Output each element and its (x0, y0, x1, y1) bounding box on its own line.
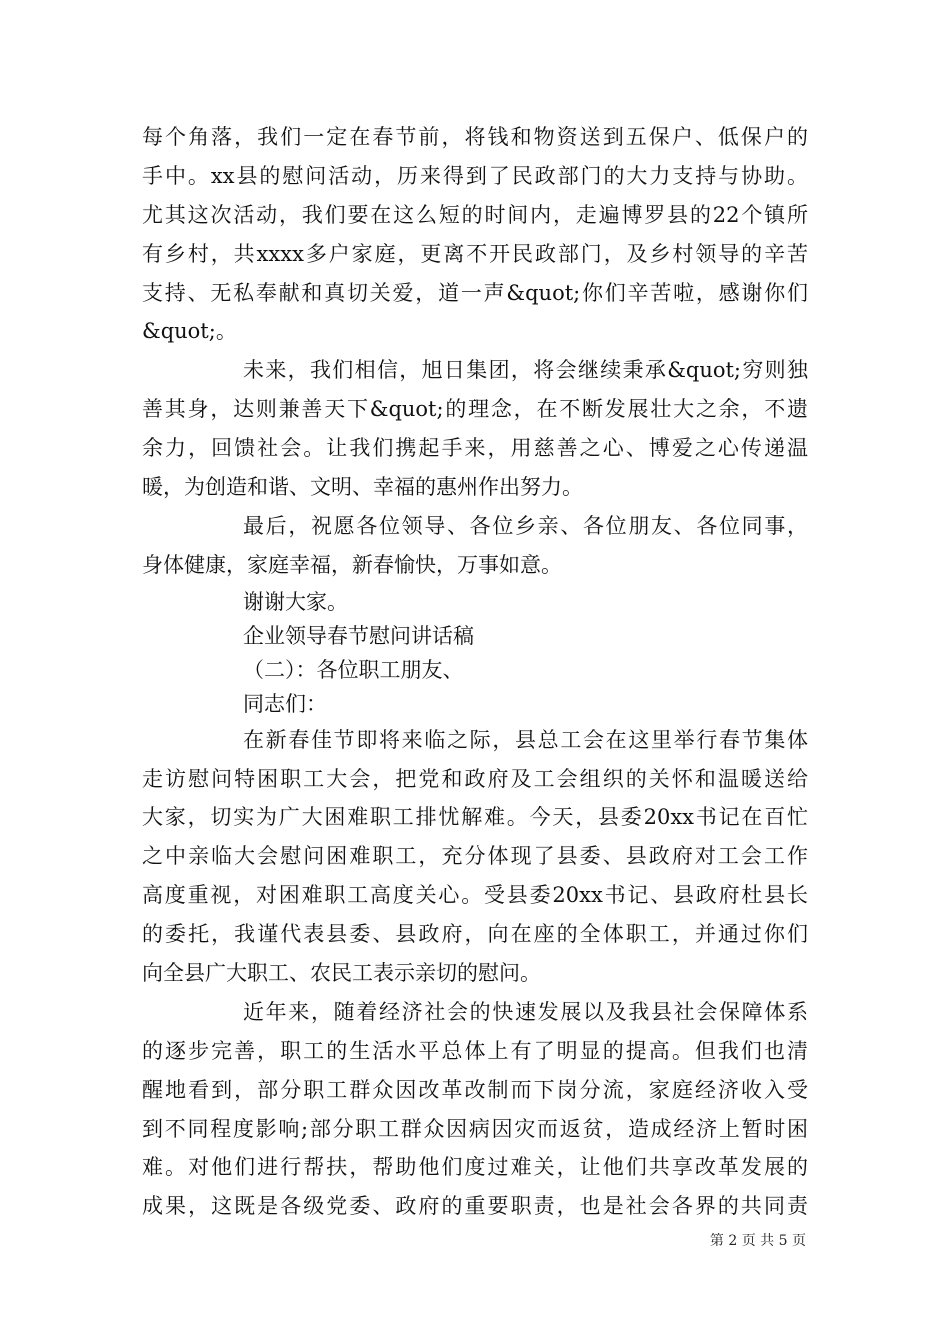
text-line: 难。对他们进行帮扶，帮助他们度过难关，让他们共享改革发展的 (142, 1155, 808, 1180)
text-line: 走访慰问特困职工大会，把党和政府及工会组织的关怀和温暖送给 (142, 766, 808, 791)
text-line: 善其身，达则兼善天下&quot;的理念，在不断发展壮大之余，不遗 (142, 397, 808, 422)
paragraph-first-line: 谢谢大家。 (243, 589, 348, 614)
section-subtitle: （二）：各位职工朋友、 (243, 657, 464, 682)
text-line: 余力，回馈社会。让我们携起手来，用慈善之心、博爱之心传递温 (142, 436, 808, 461)
text-line: 大家，切实为广大困难职工排忧解难。今天，县委20xx书记在百忙 (142, 805, 808, 830)
text-line: 之中亲临大会慰问困难职工，充分体现了县委、县政府对工会工作 (142, 844, 808, 869)
text-line: 支持、无私奉献和真切关爱，道一声&quot;你们辛苦啦，感谢你们 (142, 280, 808, 305)
paragraph-first-line: 最后，祝愿各位领导、各位乡亲、各位朋友、各位同事， (243, 513, 808, 538)
document-body (142, 118, 808, 1226)
text-line: 身体健康，家庭幸福，新春愉快，万事如意。 (142, 552, 562, 577)
text-line: 高度重视，对困难职工高度关心。受县委20xx书记、县政府杜县长 (142, 883, 808, 908)
text-line: 每个角落，我们一定在春节前，将钱和物资送到五保户、低保户的 (142, 125, 808, 149)
salutation: 同志们： (243, 691, 327, 716)
text-line: 手中。xx县的慰问活动，历来得到了民政部门的大力支持与协助。 (142, 163, 808, 188)
text-line: 有乡村，共xxxx多户家庭，更离不开民政部门，及乡村领导的辛苦 (142, 241, 808, 266)
paragraph-first-line: 在新春佳节即将来临之际，县总工会在这里举行春节集体 (243, 727, 808, 752)
section-title: 企业领导春节慰问讲话稿 (243, 623, 474, 648)
paragraph-first-line: 近年来，随着经济社会的快速发展以及我县社会保障体系 (243, 999, 808, 1024)
text-line: 尤其这次活动，我们要在这么短的时间内，走遍博罗县的22个镇所 (142, 202, 808, 227)
text-line: 醒地看到，部分职工群众因改革改制而下岗分流，家庭经济收入受 (142, 1077, 808, 1102)
paragraph-first-line: 未来，我们相信，旭日集团，将会继续秉承&quot;穷则独 (243, 358, 808, 383)
text-line: 到不同程度影响;部分职工群众因病因灾而返贫，造成经济上暂时困 (142, 1116, 808, 1141)
text-line: 向全县广大职工、农民工表示亲切的慰问。 (142, 961, 541, 986)
text-line: 的逐步完善，职工的生活水平总体上有了明显的提高。但我们也清 (142, 1038, 808, 1063)
text-line: 的委托，我谨代表县委、县政府，向在座的全体职工，并通过你们 (142, 922, 808, 947)
text-line: 暖，为创造和谐、文明、幸福的惠州作出努力。 (142, 475, 583, 500)
page-number-footer: 第 2 页 共 5 页 (709, 1233, 806, 1249)
text-line: &quot;。 (142, 319, 237, 344)
text-line: 成果，这既是各级党委、政府的重要职责，也是社会各界的共同责 (142, 1194, 808, 1219)
